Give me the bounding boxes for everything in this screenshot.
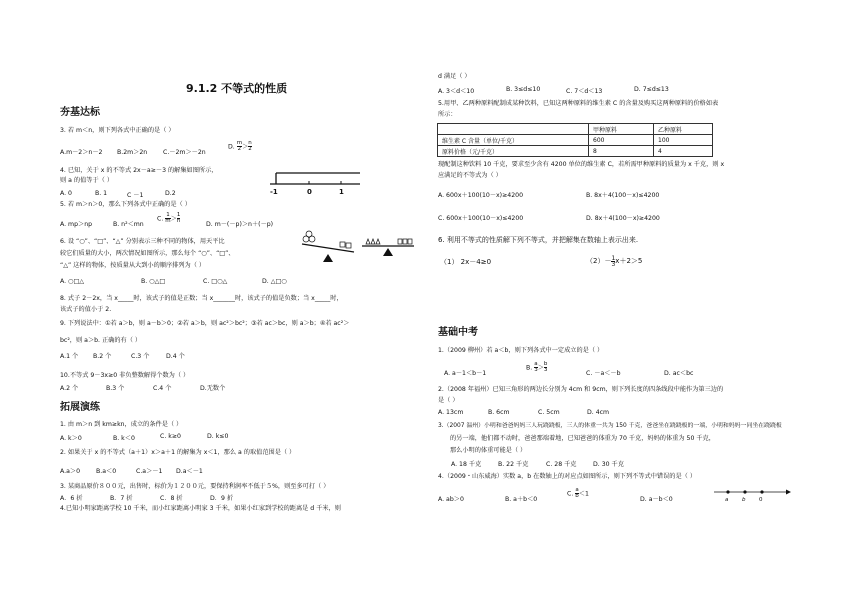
k2-option-c: C. 5cm <box>538 409 560 416</box>
q9-option-c: C.3 个 <box>131 353 150 360</box>
table-cell: 100 <box>654 135 713 146</box>
section-heading-basic: 夯基达标 <box>60 107 100 118</box>
exam-question-3-cont1: 的另一端，他们都不动时，爸爸那端着地，已知爸爸的体重为 70 千克，妈妈的体重为 50 千克， <box>450 435 715 442</box>
e4-option-d: D. 7≤d≤13 <box>634 86 669 93</box>
extension-question-1: 1. 由 m＞n 到 km≥kn，成立的条件是（ ） <box>60 421 183 428</box>
table-cell: 600 <box>589 135 654 146</box>
e5-option-b: B. 8x＋4(100－x)≤4200 <box>586 192 660 199</box>
e2-option-b: B.a＜0 <box>96 468 117 475</box>
e3-option-b: B．7 折 <box>110 495 133 502</box>
table-cell: 4 <box>654 146 713 157</box>
k4-lt-symbol: ＜1 <box>578 490 589 498</box>
e3-option-d: D．9 折 <box>210 495 234 502</box>
e4-option-a: A. 3＜d＜10 <box>438 88 475 95</box>
k4-option-b: B. a＋b＜0 <box>505 496 538 503</box>
q10-option-c: C.4 个 <box>153 385 172 392</box>
q10-option-a: A.2 个 <box>60 385 79 392</box>
k1-fraction-a3: $\frac{a}{3}$ <box>534 361 538 373</box>
e4-option-c: C. 7＜d＜13 <box>566 88 603 95</box>
q3-fraction-n: $\frac{n}{2}$ <box>248 140 252 152</box>
extension-question-5-cont2: 现配制这种饮料 10 千克，要求至少含有 4200 单位的维生素 C，若所需甲种原料的质量为 x 千克，则 x <box>438 161 725 168</box>
q5-option-c <box>157 213 180 224</box>
e1-option-a: A. k＞0 <box>60 435 82 442</box>
e6-part-2-prefix: （2）－ <box>586 257 612 265</box>
e3-option-c: C．8 折 <box>160 495 183 502</box>
q3-fraction-m: $\frac{m}{2}$ <box>236 140 243 152</box>
numberline-label-0: 0 <box>307 188 312 196</box>
k1-option-a: A. a－1＜b－1 <box>444 370 487 377</box>
e2-option-a: A.a＞0 <box>60 468 81 475</box>
question-6: 6. 设 “○”、“□”、“△” 分别表示三种不同的物体，用天平比 <box>60 238 225 245</box>
k4-axis-label-0: 0 <box>759 497 763 503</box>
q5-option-c-label: C. <box>157 215 164 223</box>
k4-option-a: A. ab＞0 <box>438 496 464 503</box>
table-header-cell: 乙种原料 <box>654 124 713 135</box>
question-5: 5. 若 m＞n＞0，那么下列各式中正确的是（ ） <box>60 201 191 208</box>
k1-option-b <box>526 362 547 373</box>
k4-option-c-label: C. <box>567 490 574 498</box>
k2-option-a: A. 13cm <box>438 409 464 416</box>
q4-option-a: A. 0 <box>60 190 72 197</box>
k1-fraction-b3: $\frac{b}{3}$ <box>543 361 548 373</box>
table-cell: 原料价格（元/千克） <box>438 146 589 157</box>
q5-option-d: D. m－(－p)＞n＋(－p) <box>206 221 274 228</box>
q9-option-a: A.1 个 <box>60 353 79 360</box>
q9-option-d: D.4 个 <box>166 353 185 360</box>
k4-number-line <box>712 486 792 498</box>
extension-question-3: 3. 某商品原价８００元，出售时，标价为１２００元，要保持利润率不低于５%，则至多可打（ ） <box>60 483 330 490</box>
section-heading-exam: 基础中考 <box>438 327 478 338</box>
k3-option-c: C. 28 千克 <box>546 461 577 468</box>
question-4-cont: 则 a 的值等于（ ） <box>60 177 114 184</box>
e5-option-c: C. 600x＋100(10－x)≤4200 <box>438 215 524 222</box>
numberline-label-1: 1 <box>339 188 344 196</box>
q4-option-d: D.2 <box>165 190 176 197</box>
extension-question-5-cont: 所示： <box>438 111 457 118</box>
e3-option-a: A．6 折 <box>60 495 83 502</box>
ingredient-table <box>437 123 713 157</box>
q5-option-b: B. n²＜mn <box>113 221 144 228</box>
q6-option-a: A. ○□△ <box>60 278 85 285</box>
e1-option-d: D. k≤0 <box>207 433 229 440</box>
q3-option-d <box>228 141 252 152</box>
question-6-cont1: 较它们质量的大小，两次情况如图所示，那么每个 “○”、“□”、 <box>60 250 235 257</box>
exam-question-2: 2.（2008 年福州）已知三角形的两边长分别为 4cm 和 9cm，则下列长度的四条线段中能作为第三边的 <box>438 386 724 393</box>
k3-option-d: D. 30 千克 <box>593 461 624 468</box>
balance-scales-figure <box>298 228 418 268</box>
e4-option-b: B. 3≤d≤10 <box>506 86 541 93</box>
extension-question-5: 5.用甲、乙两种原料配制成某种饮料，已知这两种原料的维生素 C 的含量及购买这两种原料的价格如表 <box>438 100 719 107</box>
q3-gt-symbol: ＞ <box>242 143 249 151</box>
e5-option-d: D. 8x＋4(100－x)≥4200 <box>586 215 660 222</box>
question-8: 8. 式子 2－2x，当 x_____时，该式子的值是正数；当 x_______时，该式子的值是负数；当 x_____时， <box>60 295 343 302</box>
q5-option-a: A. mp＞np <box>60 221 93 228</box>
e6-part-2-suffix: x＋2＞5 <box>615 257 643 265</box>
table-header-row <box>438 124 713 135</box>
k1-option-c: C. －a＜－b <box>586 370 621 377</box>
table-cell: 8 <box>589 146 654 157</box>
exam-question-3: 3.（2007 温州）小明和爸爸妈妈三人玩跷跷板，三人的体重一共为 150 千克，爸爸坐在跷跷板的一端，小明和妈妈一同坐在跷跷板 <box>438 423 782 429</box>
q6-option-b: B. ○△□ <box>141 278 166 285</box>
section-heading-extension: 拓展演练 <box>60 402 100 413</box>
page-title: 9.1.2 不等式的性质 <box>186 82 288 95</box>
q5-fraction-1m: $\frac{1}{m}$ <box>165 212 171 224</box>
q3-option-c: C.－2m＞－2n <box>163 149 206 156</box>
q4-option-b: B. 1 <box>95 190 108 197</box>
extension-question-4-cont: d 满足（ ） <box>438 73 471 80</box>
question-9: 9. 下列说法中：①若 a＞b，则 a－b＞0；②若 a＞b，则 ac²＞bc²；③若 ac＞bc，则 a＞b；④若 ac²＞ <box>60 320 350 327</box>
e6-part-1: （1） 2x－4≥0 <box>440 258 492 266</box>
k3-option-a: A. 18 千克 <box>451 461 482 468</box>
k1-gt-symbol: ＞ <box>537 364 544 372</box>
question-6-cont2: “△” 这样的物体，按质量从大到小的顺序排列为（ ） <box>60 262 206 269</box>
question-3: 3. 若 m＜n，则下列各式中正确的是（ ） <box>60 127 175 134</box>
k2-option-d: D. 4cm <box>587 409 610 416</box>
k2-option-b: B. 6cm <box>488 409 510 416</box>
table-cell: 维生素 C 含量（单位/千克） <box>438 135 589 146</box>
table-header-cell <box>438 124 589 135</box>
q4-number-line <box>262 170 372 200</box>
k4-option-c <box>567 488 589 499</box>
k4-fraction-ab: $\frac{a}{b}$ <box>575 487 579 499</box>
k4-axis-label-b: b <box>742 497 746 503</box>
question-8-cont: 该式子的值小于 2. <box>60 306 112 313</box>
q10-option-b: B.3 个 <box>106 385 125 392</box>
table-row <box>438 135 713 146</box>
extension-question-5-cont3: 应满足的不等式为（ ） <box>438 172 502 179</box>
extension-question-4: 4.已知小明家距离学校 10 千米，而小红家距离小明家 3 千米，如果小红家到学校的距离是 d 千米，则 <box>60 505 341 512</box>
e2-option-c: C.a＞－1 <box>136 468 163 475</box>
k4-axis-label-a: a <box>725 497 729 503</box>
table-header-cell: 甲种原料 <box>589 124 654 135</box>
question-4: 4. 已知，关于 x 的不等式 2x－a≥－3 的解集如图所示， <box>60 167 218 174</box>
e1-option-c: C. k≥0 <box>160 433 181 440</box>
exam-question-1: 1.（2009 柳州）若 a＜b，则下列各式中一定成立的是（ ） <box>438 347 604 354</box>
k1-option-d: D. ac＜bc <box>664 370 694 377</box>
q3-option-b: B.2m＞2n <box>117 149 148 156</box>
exam-question-4: 4.（2009・山东威海）实数 a，b 在数轴上的对应点如图所示，则下列不等式中错误的是（ ） <box>438 473 697 480</box>
extension-question-6: 6. 利用不等式的性质解下列不等式，并把解集在数轴上表示出来. <box>438 236 639 244</box>
question-9-cont: bc²，则 a＞b. 正确的有（ ） <box>60 337 142 344</box>
extension-question-2: 2. 如果关于 x 的不等式（a＋1）x＞a＋1 的解集为 x＜1，那么 a 的取值范围是（ ） <box>60 449 296 456</box>
e6-part-2 <box>586 254 642 268</box>
q3-option-a: A.m－2＞n－2 <box>60 149 103 156</box>
question-10: 10.不等式 9－3x≥0 非负整数解得个数为（ ） <box>60 372 190 379</box>
q4-option-c: C －1 <box>127 192 144 199</box>
k3-option-b: B. 22 千克 <box>498 461 529 468</box>
e5-option-a: A. 600x＋100(10－x)≥4200 <box>438 192 524 199</box>
q5-fraction-1n: $\frac{1}{n}$ <box>176 212 181 224</box>
e6-fraction-one-third: $\frac{1}{3}$ <box>611 254 616 268</box>
q9-option-b: B.2 个 <box>93 353 112 360</box>
q5-gt-symbol: ＞ <box>170 215 177 223</box>
table-row <box>438 146 713 157</box>
k1-option-b-label: B. <box>526 364 533 372</box>
e1-option-b: B. k＜0 <box>113 435 135 442</box>
k4-option-d: D. a－b＜0 <box>640 496 673 503</box>
e2-option-d: D.a＜－1 <box>176 468 203 475</box>
q3-option-d-label: D. <box>228 143 235 151</box>
q6-option-d: D. △□○ <box>262 278 287 285</box>
q6-option-c: C. □○△ <box>203 278 228 285</box>
exam-question-3-cont2: 那么小明的体重可能是（ ） <box>450 447 527 454</box>
exam-question-2-cont: 是（ ） <box>438 397 459 404</box>
numberline-label-neg1: -1 <box>270 188 278 196</box>
q10-option-d: D.无数个 <box>200 385 226 392</box>
